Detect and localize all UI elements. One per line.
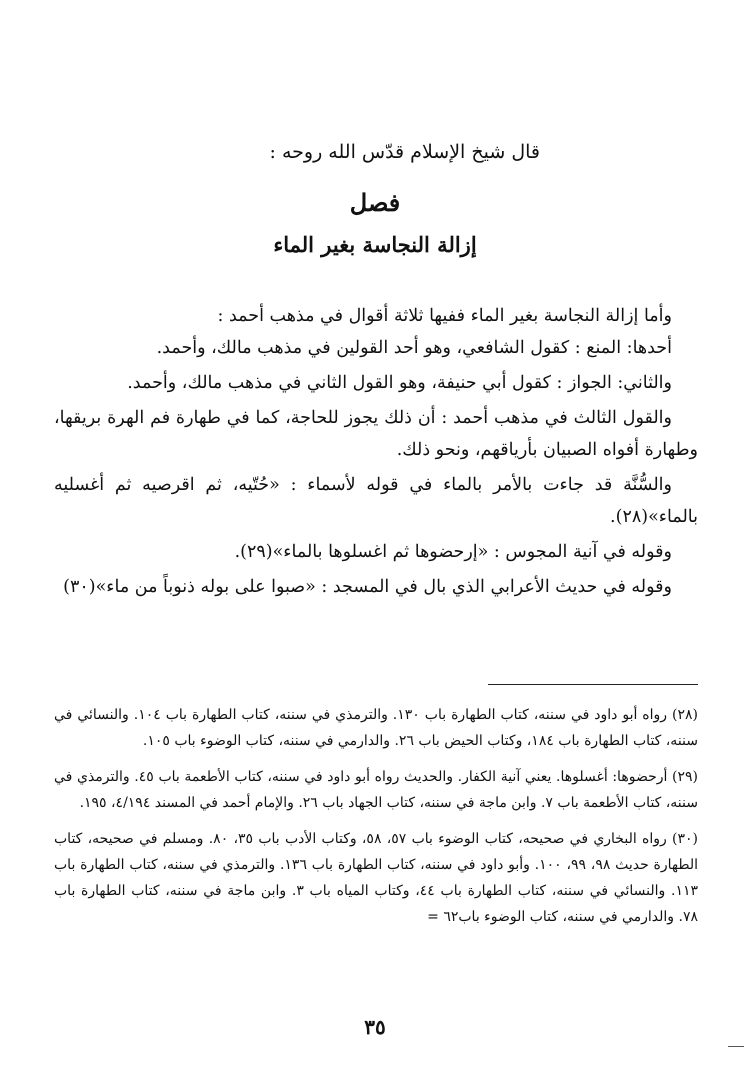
intro-line: قال شيخ الإسلام قدّس الله روحه : bbox=[269, 141, 540, 163]
footnote-29: (٢٩) أرحضوها: أغسلوها. يعني آنية الكفار. والحديث رواه أبو داود في سننه، كتاب الأطعمة باب ٤٥. والترمذي في سننه، كتاب الأطعمة باب ٧. وابن ماجة في سننه، كتاب الجهاد باب ٢٦. والإمام أحمد في المسند ٤/١٩٤، ١٩٥. bbox=[54, 769, 698, 811]
section-title: إزالة النجاسة بغير الماء bbox=[273, 232, 477, 257]
paragraph-third-opinion: والقول الثالث في مذهب أحمد : أن ذلك يجوز للحاجة، كما في طهارة فم الهرة بريقها، وطهارة أفواه الصبيان بأرياقهم، ونحو ذلك. bbox=[54, 408, 698, 460]
scan-corner-mark bbox=[728, 1046, 744, 1047]
paragraph-sunnah: والسُّنَّة قد جاءت بالأمر بالماء في قوله لأسماء : «حُتّيه، ثم اقرصيه ثم أغسليه بالماء»(٢٨). bbox=[54, 475, 698, 527]
footnote-30: (٣٠) رواه البخاري في صحيحه، كتاب الوضوء باب ٥٧، ٥٨، وكتاب الأدب باب ٣٥، ٨٠. ومسلم في صحيحه، كتاب الطهارة حديث ٩٨، ٩٩، ١٠٠. وأبو داود في سننه، كتاب الطهارة باب ١٣٦. والترمذي في سننه، كتاب الطهارة باب ١١٣. والنسائي في سننه، كتاب الطهارة باب ٤٤، وكتاب المياه باب ٣. وابن ماجة في سننه، كتاب الطهارة باب ٧٨. والدارمي في سننه، كتاب الوضوء باب٦٢ = bbox=[54, 831, 699, 925]
footnote-divider bbox=[488, 684, 698, 685]
paragraph-magians-vessels: وقوله في آنية المجوس : «إرحضوها ثم اغسلوها بالماء»(٢٩). bbox=[234, 542, 672, 562]
paragraph-second-opinion: والثاني: الجواز : كقول أبي حنيفة، وهو القول الثاني في مذهب مالك، وأحمد. bbox=[127, 373, 672, 393]
main-text bbox=[54, 300, 698, 606]
section-heading: فصل bbox=[349, 188, 401, 217]
footnote-28: (٢٨) رواه أبو داود في سننه، كتاب الطهارة باب ١٣٠. والترمذي في سننه، كتاب الطهارة باب ١٠٤. والنسائي في سننه، كتاب الطهارة باب ١٨٤، وكتاب الحيض باب ٢٦. والدارمي في سننه، كتاب الوضوء باب ١٠٥. bbox=[54, 707, 698, 749]
paragraph-first-opinion: أحدها: المنع : كقول الشافعي، وهو أحد القولين في مذهب مالك، وأحمد. bbox=[156, 338, 672, 358]
page-number: ٣٥ bbox=[364, 1015, 386, 1039]
footnotes bbox=[54, 702, 698, 940]
paragraph-bedouin-hadith: وقوله في حديث الأعرابي الذي بال في المسجد : «صبوا على بوله ذنوباً من ماء»(٣٠) bbox=[63, 577, 672, 597]
paragraph-intro: وأما إزالة النجاسة بغير الماء ففيها ثلاثة أقوال في مذهب أحمد : bbox=[217, 306, 672, 326]
